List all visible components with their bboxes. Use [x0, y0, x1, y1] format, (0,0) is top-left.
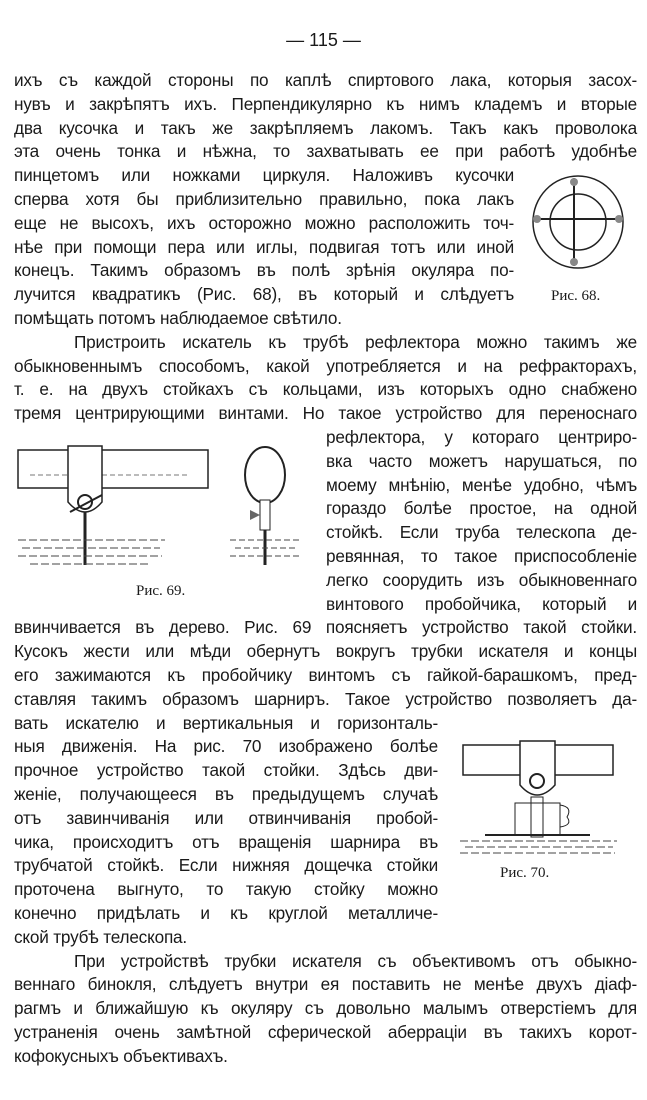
text-line: ныя движенія. На рис. 70 изображено болѣе: [14, 736, 438, 757]
text-line: Кусокъ жести или мѣди обернутъ вокругъ трубки искателя и концы: [14, 641, 637, 662]
text-line: ихъ съ каждой стороны по каплѣ спиртового лака, которыя засох-: [14, 70, 637, 90]
text-line: веннаго бинокля, слѣдуетъ внутри ея поставить не менѣе двухъ діаф-: [14, 974, 637, 995]
text-line: стойкѣ. Если труба телескопа де-: [326, 522, 637, 543]
text-line: ревянная, то такое приспособленіе: [326, 546, 637, 566]
page-number: — 115 —: [286, 30, 361, 50]
text-line: рефлектора, у котораго центриро-: [326, 427, 637, 447]
figure-69-caption: Рис. 69.: [136, 583, 186, 599]
text-line: рагмъ и ближайшую къ окуляру съ довольно малымъ отверстіемъ для: [14, 998, 637, 1019]
text-line: моему мнѣнію, менѣе удобно, чѣмъ: [326, 474, 637, 495]
figure-70-mount: [455, 735, 625, 855]
text-line: эта очень тонка и нѣжна, то захватывать ее при работѣ удобнѣе: [14, 141, 637, 162]
text-line: вать искателю и вертикальныя и горизонталь-: [14, 712, 438, 733]
figure-69-mount: [10, 440, 310, 575]
text-line: устраненія очень замѣтной сферической аберраціи въ такихъ корот-: [14, 1022, 637, 1042]
text-line: помѣщать потомъ наблюдаемое свѣтило.: [14, 308, 342, 328]
figure-68-reticle: [528, 172, 628, 272]
text-line: тремя центрирующими винтами. Но такое устройство для переноснаго: [14, 403, 637, 424]
figure-70-caption: Рис. 70.: [500, 865, 550, 881]
text-line: нувъ и закрѣпятъ ихъ. Перпендикулярно къ нимъ кладемъ и вторые: [14, 93, 637, 114]
text-line: кофокусныхъ объективахъ.: [14, 1045, 228, 1066]
figure-68-caption: Рис. 68.: [551, 288, 601, 304]
text-line: ской трубѣ телескопа.: [14, 926, 187, 947]
text-line: вка часто можетъ нарушаться, по: [326, 450, 637, 471]
text-line: При устройствѣ трубки искателя съ объективомъ отъ обыкно-: [74, 950, 637, 971]
text-line: конецъ. Такимъ образомъ въ полѣ зрѣнія окуляра по-: [14, 260, 514, 281]
text-line: пинцетомъ или ножками циркуля. Наложивъ кусочки: [14, 165, 514, 186]
text-line: лучится квадратикъ (Рис. 68), въ который и слѣдуетъ: [14, 284, 514, 305]
text-line: чика, происходитъ отъ вращенія шарнира въ: [14, 831, 438, 852]
text-line: обыкновеннымъ способомъ, какой употребляется и на рефракторахъ,: [14, 355, 637, 376]
text-line: винтового пробойчика, который и: [326, 593, 637, 614]
text-line: два кусочка и такъ же закрѣпляемъ лакомъ. Такъ какъ проволока: [14, 117, 637, 138]
text-line: Пристроить искатель къ трубѣ рефлектора можно такимъ же: [74, 331, 637, 352]
text-line: ввинчивается въ дерево. Рис. 69 поясняетъ устройство такой стойки.: [14, 617, 637, 638]
text-line: сперва хотя бы приблизительно правильно, пока лакъ: [14, 189, 514, 209]
text-line: отъ завинчиванія или отвинчиванія пробой-: [14, 807, 438, 828]
text-line: женіе, получающееся въ предыдущемъ случаѣ: [14, 784, 438, 804]
text-line: нѣе при помощи пера или иглы, подвигая тотъ или иной: [14, 236, 514, 257]
text-line: легко соорудить изъ обыкновеннаго: [326, 569, 637, 590]
text-line: прочное устройство такой стойки. Здѣсь дви-: [14, 760, 438, 781]
text-line: конечно придѣлать и къ круглой металличе-: [14, 903, 438, 923]
text-line: гораздо болѣе простое, на одной: [326, 498, 637, 519]
text-line: проточена выгнуто, то такую стойку можно: [14, 879, 438, 900]
text-line: ставляя такимъ образомъ шарниръ. Такое устройство позволяетъ да-: [14, 688, 637, 709]
text-line: трубчатой стойкѣ. Если нижняя дощечка стойки: [14, 855, 438, 876]
text-line: его зажимаются къ пробойчику винтомъ съ гайкой-барашкомъ, пред-: [14, 665, 637, 685]
text-line: еще не высохъ, ихъ осторожно можно расположить точ-: [14, 212, 514, 233]
text-line: т. е. на двухъ стойкахъ съ кольцами, изъ которыхъ одно снабжено: [14, 379, 637, 400]
